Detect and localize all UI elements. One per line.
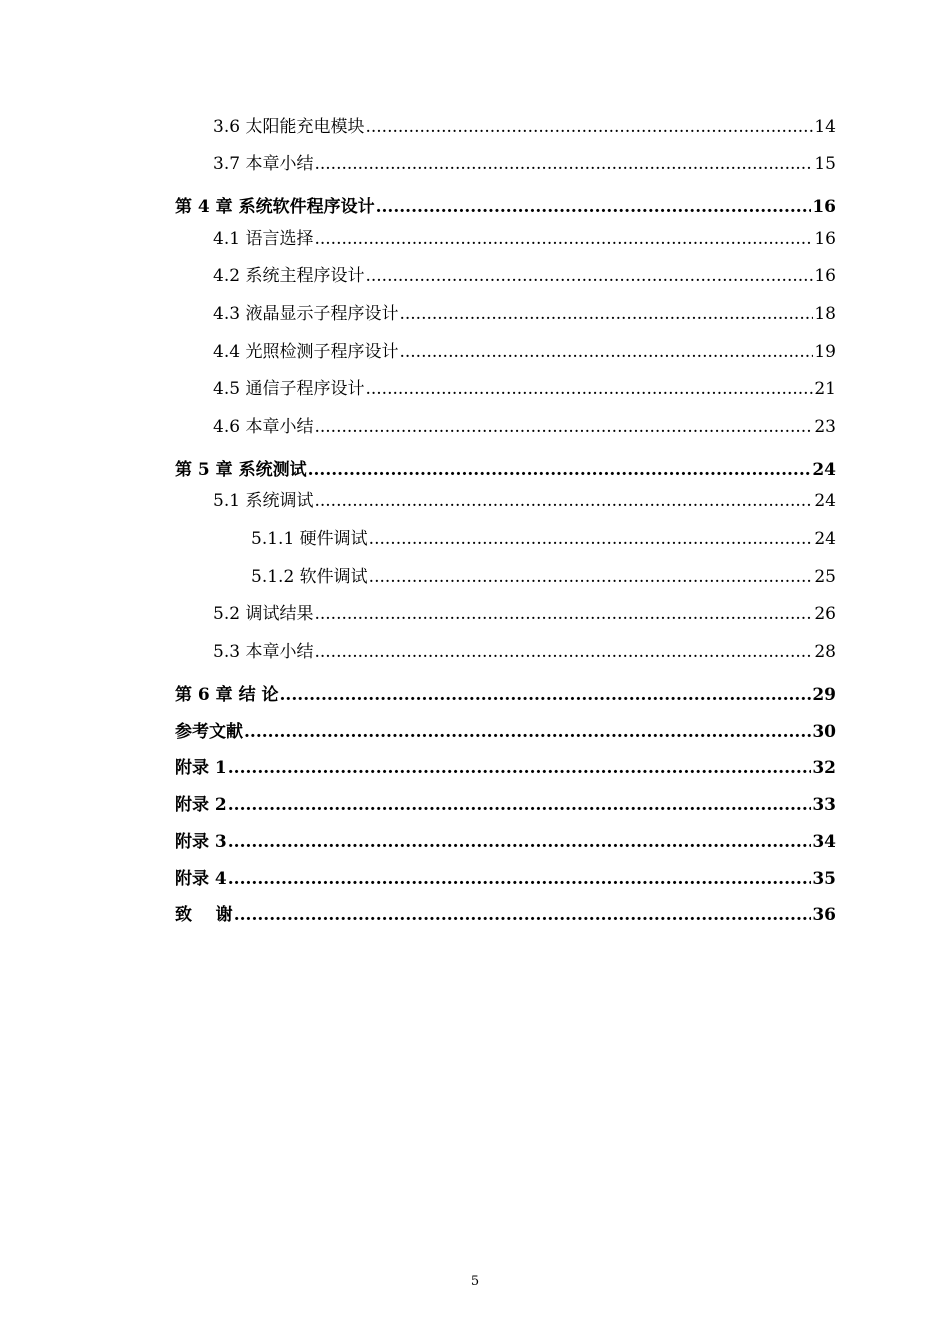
toc-entry[interactable] <box>213 228 836 250</box>
toc-chapter-entry[interactable] <box>175 794 836 816</box>
toc-entry-title: 5.3 本章小结 <box>213 642 314 662</box>
toc-entry-page: 23 <box>814 417 836 437</box>
toc-dot-leader <box>365 265 813 287</box>
toc-entry-page: 25 <box>814 567 836 587</box>
toc-entry-title: 附录 3 <box>175 832 227 852</box>
toc-entry[interactable] <box>213 490 836 512</box>
toc-dot-leader <box>308 459 812 481</box>
toc-entry-title: 5.1.2 软件调试 <box>251 567 368 587</box>
toc-entry-title: 4.3 液晶显示子程序设计 <box>213 304 399 324</box>
toc-entry-title: 3.6 太阳能充电模块 <box>213 117 365 137</box>
toc-dot-leader <box>314 603 813 625</box>
toc-entry[interactable] <box>213 603 836 625</box>
toc-dot-leader <box>244 721 811 743</box>
toc-entry[interactable] <box>213 378 836 400</box>
toc-entry[interactable] <box>213 416 836 438</box>
toc-dot-leader <box>314 228 813 250</box>
toc-entry-page: 28 <box>814 642 836 662</box>
toc-entry-page: 35 <box>812 869 836 889</box>
toc-entry-page: 24 <box>814 491 836 511</box>
toc-entry-page: 29 <box>812 685 836 705</box>
toc-entry-page: 21 <box>814 379 836 399</box>
page-number: 5 <box>470 1274 480 1289</box>
toc-entry[interactable] <box>213 116 836 138</box>
toc-entry-title: 5.2 调试结果 <box>213 604 314 624</box>
toc-entry-page: 16 <box>812 197 836 217</box>
toc-subentry[interactable] <box>251 528 836 550</box>
toc-entry-page: 30 <box>812 722 836 742</box>
toc-chapter-entry[interactable] <box>175 459 836 481</box>
toc-chapter-entry[interactable] <box>175 196 836 218</box>
toc-entry-page: 18 <box>814 304 836 324</box>
toc-entry-title: 4.1 语言选择 <box>213 229 314 249</box>
toc-dot-leader <box>399 303 813 325</box>
toc-chapter-entry[interactable] <box>175 831 836 853</box>
toc-entry-title: 第 6 章 结 论 <box>175 685 279 705</box>
toc-entry-title: 附录 2 <box>175 795 227 815</box>
toc-dot-leader <box>369 528 814 550</box>
toc-entry-title: 附录 4 <box>175 869 227 889</box>
toc-entry-page: 26 <box>814 604 836 624</box>
toc-entry-page: 16 <box>814 266 836 286</box>
toc-entry-page: 14 <box>814 117 836 137</box>
toc-entry-page: 36 <box>812 905 836 925</box>
toc-dot-leader <box>314 641 813 663</box>
toc-entry-title: 5.1.1 硬件调试 <box>251 529 368 549</box>
toc-entry-page: 32 <box>812 758 836 778</box>
toc-chapter-entry[interactable] <box>175 721 836 743</box>
toc-entry[interactable] <box>213 265 836 287</box>
toc-dot-leader <box>228 868 812 890</box>
toc-entry-title: 4.6 本章小结 <box>213 417 314 437</box>
toc-entry-title: 4.2 系统主程序设计 <box>213 266 365 286</box>
toc-entry-page: 33 <box>812 795 836 815</box>
toc-entry-page: 15 <box>814 154 836 174</box>
toc-entry[interactable] <box>213 153 836 175</box>
toc-entry-page: 19 <box>814 342 836 362</box>
toc-dot-leader <box>228 794 812 816</box>
toc-chapter-entry[interactable] <box>175 684 836 706</box>
toc-entry-page: 34 <box>812 832 836 852</box>
toc-entry-page: 24 <box>812 460 836 480</box>
toc-entry-title: 4.5 通信子程序设计 <box>213 379 365 399</box>
toc-entry-title: 第 5 章 系统测试 <box>175 460 307 480</box>
toc-chapter-entry[interactable] <box>175 757 836 779</box>
toc-dot-leader <box>365 378 813 400</box>
toc-subentry[interactable] <box>251 566 836 588</box>
toc-entry-page: 24 <box>814 529 836 549</box>
toc-entry-title: 4.4 光照检测子程序设计 <box>213 342 399 362</box>
toc-entry-title: 附录 1 <box>175 758 227 778</box>
toc-dot-leader <box>314 416 813 438</box>
toc-entry-title: 5.1 系统调试 <box>213 491 314 511</box>
toc-chapter-entry[interactable] <box>175 904 836 926</box>
toc-entry-title: 致 谢 <box>175 905 233 925</box>
toc-dot-leader <box>228 831 812 853</box>
toc-dot-leader <box>314 490 813 512</box>
toc-dot-leader <box>228 757 812 779</box>
toc-dot-leader <box>234 904 812 926</box>
toc-chapter-entry[interactable] <box>175 868 836 890</box>
toc-entry[interactable] <box>213 303 836 325</box>
toc-dot-leader <box>369 566 814 588</box>
toc-dot-leader <box>365 116 813 138</box>
toc-entry[interactable] <box>213 341 836 363</box>
toc-entry-title: 第 4 章 系统软件程序设计 <box>175 197 375 217</box>
toc-dot-leader <box>399 341 813 363</box>
toc-entry[interactable] <box>213 641 836 663</box>
toc-dot-leader <box>376 196 812 218</box>
toc-dot-leader <box>314 153 813 175</box>
toc-entry-title: 参考文献 <box>175 722 243 742</box>
toc-entry-title: 3.7 本章小结 <box>213 154 314 174</box>
toc-entry-page: 16 <box>814 229 836 249</box>
toc-dot-leader <box>280 684 812 706</box>
